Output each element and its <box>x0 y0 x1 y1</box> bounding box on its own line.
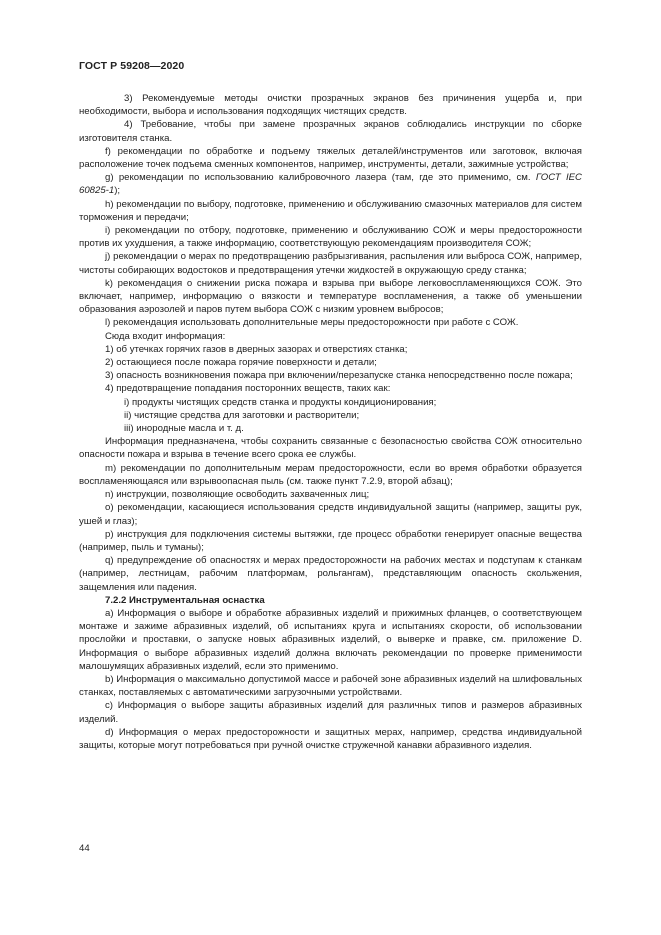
item-p: p) инструкция для подключения системы вытяжки, где процесс обработки генерирует опасные вещества (например, пыль и туманы); <box>79 528 582 553</box>
item-l-4-ii: ii) чистящие средства для заготовки и растворители; <box>124 409 360 421</box>
item-o: o) рекомендации, касающиеся использования средств индивидуальной защиты (например, защиты рук, ушей и глаз); <box>79 502 582 527</box>
paragraph-3: 3) Рекомендуемые методы очистки прозрачных экранов без причинения ущерба и, при необходимости, выбора и использования подходящих чистящих средств. <box>79 93 582 118</box>
section-item-b: b) Информация о максимально допустимой массе и рабочей зоне абразивных изделий на шлифовальных станках, поставляемых с автоматическими загрузочными устройствами. <box>79 673 582 699</box>
standard-header: ГОСТ Р 59208—2020 <box>79 60 185 72</box>
item-l-intro: Сюда входит информация: <box>105 330 226 342</box>
section-heading: 7.2.2 Инструментальная оснастка <box>105 594 265 606</box>
item-m: m) рекомендации по дополнительным мерам предосторожности, если во время обработки образуется воспламеняющаяся или взрывоопасная пыль (см. также пункт 7.2.9, второй абзац); <box>79 462 582 487</box>
item-f: f) рекомендации по обработке и подъему тяжелых деталей/инструментов или заготовок, включая расположение точек подъема сменных компонентов, например, инструменты, детали, зажимные устройства; <box>79 145 582 171</box>
item-g <box>79 171 582 197</box>
document-body <box>79 92 582 752</box>
item-l-4: 4) предотвращение попадания посторонних веществ, таких как: <box>105 383 391 395</box>
item-i: i) рекомендации по отбору, подготовке, применению и обслуживанию СОЖ и меры предосторожности против их ухудшения, а также информацию, соответствующую рекомендациям производителя СОЖ; <box>79 225 582 250</box>
item-q: q) предупреждение об опасностях и мерах предосторожности на рабочих местах и подступам к станкам (например, лестницам, рабочим платформам, рольгангам), представляющим опасность скольжения, защемления или падения. <box>79 555 582 593</box>
item-n: n) инструкции, позволяющие освободить захваченных лиц; <box>105 489 370 501</box>
paragraph-4: 4) Требование, чтобы при замене прозрачных экранов соблюдались инструкции по сборке изготовителя станка. <box>79 119 582 144</box>
item-g-close: ); <box>114 185 121 197</box>
item-l-4-iii: iii) инородные масла и т. д. <box>124 423 244 435</box>
page-number: 44 <box>79 843 90 854</box>
item-l: l) рекомендация использовать дополнительные меры предосторожности при работе с СОЖ. <box>105 317 519 329</box>
item-k: k) рекомендация о снижении риска пожара и взрыва при выборе легковоспламеняющихся СОЖ. Это включает, например, информацию о вязкости и температуре воспламенения, а также об уменьшении образования аэрозолей и паров путем выбора СОЖ с низким уровнем выбросов; <box>79 277 582 316</box>
item-g-text: g) рекомендации по использованию калибровочного лазера (там, где это применимо, см. <box>105 172 536 184</box>
item-l-4-i: i) продукты чистящих средств станка и продукты кондиционирования; <box>124 396 437 408</box>
item-j: j) рекомендации о мерах по предотвращению разбрызгивания, распыления или выброса СОЖ, например, чистоты собирающих водостоков и предотвращения утечки жидкостей в окружающую среду станка; <box>79 251 582 276</box>
section-item-c: c) Информация о выборе защиты абразивных изделий для различных типов и размеров абразивных изделий. <box>79 700 582 725</box>
item-l-1: 1) об утечках горячих газов в дверных зазорах и отверстиях станка; <box>105 343 408 355</box>
section-item-d: d) Информация о мерах предосторожности и защитных мерах, например, средства индивидуальной защиты, которые могут потребоваться при ручной очистке стружечной канавки абразивного изделия. <box>79 726 582 751</box>
item-h: h) рекомендации по выбору, подготовке, применению и обслуживанию смазочных материалов для систем торможения и передачи; <box>79 198 582 223</box>
item-l-2: 2) остающиеся после пожара горячие поверхности и детали; <box>105 357 377 369</box>
item-l-3: 3) опасность возникновения пожара при включении/перезапуске станка непосредственно после пожара; <box>105 370 573 382</box>
section-item-a: а) Информация о выборе и обработке абразивных изделий и прижимных фланцев, о соответствующем монтаже и зажиме абразивных изделий, об испытаниях круга и испытаниях скорости, об использовании прослойки и проставки, о запуске новых абразивных изделий, о выверке и правке, см. приложение D. Информация о выборе абразивных изделий должна включать рекомендации по проверке применимости малошумящих абразивных изделий, если это применимо. <box>79 607 582 672</box>
item-l-outro: Информация предназначена, чтобы сохранить связанные с безопасностью свойства СОЖ относительно опасности пожара и взрыва в течение всего срока ее службы. <box>79 436 582 461</box>
gost-iec-reference: ГОСТ IEC 60825-1 <box>79 172 582 197</box>
